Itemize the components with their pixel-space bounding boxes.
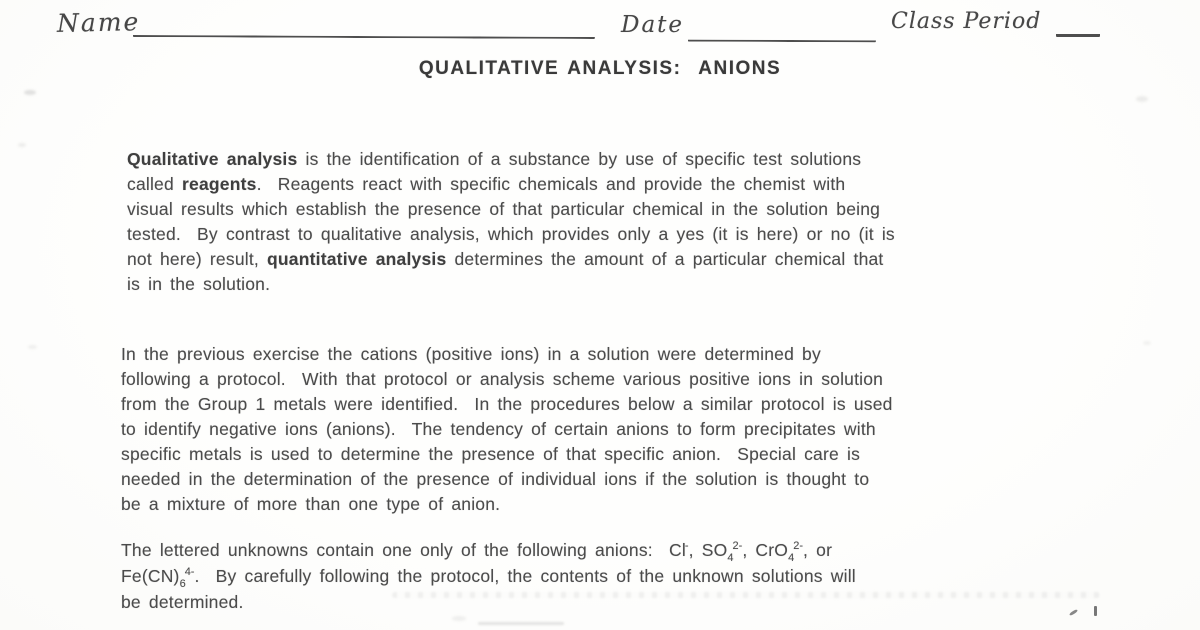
text-line: from the Group 1 metals were identified. In the procedures below a similar protocol is used (121, 394, 893, 414)
text-line: tested. By contrast to qualitative analysis, which provides only a yes (it is here) or no (it is (127, 224, 895, 244)
text-line: not here) result, quantitative analysis determines the amount of a particular chemical that (127, 249, 884, 269)
scan-smudge (28, 345, 37, 349)
date-label: Date (621, 12, 685, 38)
text-line: visual results which establish the presence of that particular chemical in the solution being (127, 199, 881, 219)
paragraph-lettered-unknowns (121, 537, 856, 615)
text-line: Qualitative analysis is the identification of a substance by use of specific test solutions (127, 149, 862, 169)
text-line: The lettered unknowns contain one only of the following anions: Cl-, $SO_4^{2-}$, CrO$_4^{2-}$, or (121, 540, 833, 564)
text-line: be determined. (121, 592, 244, 612)
date-blank-line (688, 14, 876, 43)
paragraph-previous-exercise (121, 342, 893, 517)
text-line: is in the solution. (127, 274, 271, 294)
scan-smudge (452, 616, 466, 621)
class-period-label: Class Period (891, 9, 1042, 34)
scan-smudge (24, 90, 36, 95)
page-title: QUALITATIVE ANALYSIS: ANIONS (418, 58, 782, 79)
name-blank-line (133, 9, 595, 39)
class-period-blank-line (1056, 8, 1100, 37)
scan-smudge (1143, 341, 1151, 345)
scan-smudge (18, 143, 26, 147)
scan-smudge (1136, 96, 1148, 102)
scan-artifact-mark (1094, 606, 1097, 616)
scan-artifact-mark (1069, 609, 1078, 616)
text-line: to identify negative ions (anions). The tendency of certain anions to form precipitates with (121, 419, 876, 439)
text-line: $Fe(CN)_6^{4-}$. By carefully following the protocol, the contents of the unknown solutions will (121, 566, 856, 590)
text-line: called reagents. Reagents react with specific chemicals and provide the chemist with (127, 174, 846, 194)
scan-smudge (478, 622, 564, 625)
text-line: be a mixture of more than one type of anion. (121, 494, 501, 514)
text-line: In the previous exercise the cations (positive ions) in a solution were determined by (121, 344, 821, 364)
text-line: following a protocol. With that protocol or analysis scheme various positive ions in solution (121, 369, 884, 389)
text-line: specific metals is used to determine the presence of that specific anion. Special care is (121, 444, 861, 464)
paragraph-intro-qualitative (127, 147, 895, 297)
text-line: needed in the determination of the presence of individual ions if the solution is thought to (121, 469, 870, 489)
name-label: Name (56, 7, 141, 38)
